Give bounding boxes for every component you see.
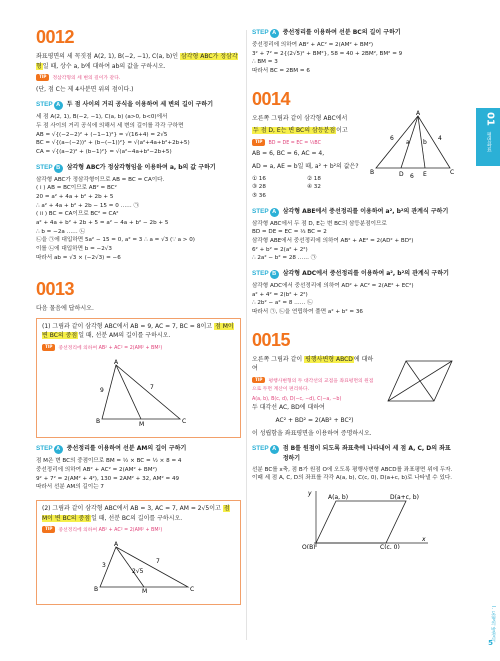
step-title: 삼각형 ADC에서 중선정리를 이용하여 a², b²의 관계식 구하기 [282,269,449,277]
solution-line: 20 = a² + 4a + b² + 2b + 5 [36,194,114,201]
svg-text:4: 4 [438,134,442,142]
solution-line: 점 M은 변 BC의 중점이므로 BM = ½ × BC = ½ × 8 = 4 [36,458,182,465]
solution-line: 삼각형 ABE에서 중선정리에 의하여 AB² + AE² = 2(AD² + BD²) [252,237,414,244]
solution-line: 6² + b² = 2(a² + 2²) [252,246,308,253]
problem-number: 0014 [252,88,291,109]
subproblem-2 [36,500,241,605]
solution-line: a² + 4a + b² + 2b + 5 = a² − 4a + b² − 2b + 5 [36,220,169,226]
vertex-label-m: M [142,587,148,593]
step-title: 삼각형 ABC가 정삼각형임을 이용하여 a, b의 값 구하기 [66,163,216,171]
solution-line: 삼각형 ABC에서 두 점 D, E는 변 BC의 삼등분점이므로 [252,220,387,227]
tip: TIP 정삼각형의 세 변의 길이가 같다. [36,74,241,83]
chapter-number: 01 [484,112,496,126]
step-a: STEP A 삼각형 ABE에서 중선정리를 이용하여 a², b²의 관계식 구하기 [252,207,449,215]
solution-line: ( ii ) BC = CA이므로 BC² = CA² [36,211,119,218]
side-label: 9 [100,386,104,394]
solution-line: ∴ BM = 3 [252,59,278,66]
formula: AC² + BD² = 2(AB² + BC²) [275,417,354,425]
svg-text:x: x [422,536,426,544]
svg-text:y: y [308,490,312,498]
highlight: 두 점 D, E는 변 BC의 삼등분점 [253,127,336,135]
solution-line: BD = DE = EC = ⅓ BC = 2 [252,229,327,236]
svg-text:b: b [423,138,427,146]
vertex-label-b: B [94,585,99,593]
side-label: 3 [102,561,106,569]
subproblem-1 [36,318,241,439]
step-a: STEP A 두 점 사이의 거리 공식을 이용하여 세 변의 길이 구하기 [36,101,214,109]
solution-line: 삼각형 ABC가 정삼각형이므로 AB = BC = CA이다. [36,176,165,183]
side-label: 2√5 [132,567,144,575]
step-title: 중선정리를 이용하여 선분 AM의 길이 구하기 [66,445,187,453]
problem-number: 0015 [252,329,291,350]
column-divider [246,30,247,640]
problem-0013-continued [252,28,457,76]
svg-text:A: A [416,109,421,117]
vertex-label-m: M [139,420,145,427]
choice-1[interactable]: ① 16 [252,175,266,182]
vertex-label-a: A [114,540,119,548]
problem-text: (1) 그림과 같이 삼각형 ABC에서 AB = 9, AC = 7, BC = 8이고 점 M이 변 BC의 중점일 때, 선분 AM의 길이를 구하시오. [42,322,234,340]
svg-text:a: a [406,138,410,146]
problem-number: 0013 [36,279,75,300]
svg-text:6: 6 [410,172,414,180]
highlight: 삼각형 ABC가 정삼각형 [36,53,238,70]
choice-4[interactable]: ④ 32 [307,184,321,191]
solution-line: 중선정리에 의하여 AB² + AC² = 2(AM² + BM²) [36,467,158,474]
step-a: STEP A 중선정리를 이용하여 선분 BC의 길이 구하기 [252,29,401,36]
solution-line: 따라서 선분 AM의 길이는 7 [36,484,104,491]
solution-line: 두 점 사이의 거리 공식에 의해서 세 변의 길이를 각각 구하면 [36,123,184,130]
problem-text: 오른쪽 그림과 같이 평행사변형 ABCD에 대하여 [252,355,374,373]
solution-line: 세 점 A(2, 1), B(−2, −1), C(a, b) (a>0, b<0)에서 [36,114,168,121]
solution-line: 중선정리에 의하여 AB² + AC² = 2(AM² + BM²) [252,42,374,48]
highlight: 점 M이 변 BC의 중점 [42,505,230,522]
problem-0015: 0015 오른쪽 그림과 같이 평행사변형 ABCD에 대하여 TIP 평행사변형의 두 대각선의 교점을 좌표평면의 원점으로 두면 계산이 편리하다. A(a, b), B(c, d), D(−c, −d), C(−a, −b) 두 대각선 AC, BD에 대하여 AC² + BD² = 2(AB² + BC²) 이 성립함을 좌표평면을 이용하여 증명하시오. STEP A 점 B를 원점이 되도록 좌표축에 나타내어 세 점 A, C, D의 좌표 정하기 선분 BC를 x축, 점 B가 원점 O에 오도록 평행사변형 ABCD를 좌표평면 위에 두자. 이때 세 점 A, C, D의 좌표를 각각 A(a, b), C(c, 0), D(a+c, b)로 나타낼 수 있다. A(a, b) D(a+c, b) O(B) C(c, 0) x y [252,331,457,553]
problem-intro: 다음 물음에 답하시오. [36,305,94,313]
step-a: STEP A 중선정리를 이용하여 선분 AM의 길이 구하기 [36,445,187,453]
chapter-label: 평면좌표 [485,132,492,152]
side-label: 7 [156,557,160,565]
svg-text:O(B): O(B) [302,544,316,550]
highlight: 평행사변형 ABCD [305,355,353,363]
chapter-tab[interactable] [476,108,500,166]
problem-0013 [36,280,241,604]
tip: TIP BD = DE = EC = ⅓BC [252,139,372,148]
right-column [252,28,457,553]
parallelogram-figure [384,355,456,407]
vertex-label-c: C [190,585,195,593]
problem-text: 좌표평면의 세 꼭짓점 A(2, 1), B(−2, −1), C(a, b)인 삼각형 ABC가 정삼각형일 때, 상수 a, b에 대하여 ab의 값을 구하시오. [36,53,238,70]
tip-coordinates: A(a, b), B(c, d), D(−c, −d), C(−a, −b) [252,397,342,403]
section-mark: I. 도형의 방정식 [490,606,496,643]
solution-line: 이를 ㉡에 대입하면 b = −2√3 [36,245,112,252]
step-b: STEP B 삼각형 ADC에서 중선정리를 이용하여 a², b²의 관계식 구하기 [252,269,449,277]
solution-line: CA = √{(a−2)² + (b−1)²} = √(a²−4a+b²−2b+5) [36,149,172,156]
vertex-label-c: C [182,417,187,425]
svg-text:D: D [399,170,404,178]
choice-3[interactable]: ③ 28 [252,184,266,191]
problem-0012 [36,28,241,262]
given: AB = 6, BC = 6, AC = 4, [252,150,325,158]
solution-line: 9² + 7² = 2(AM² + 4²), 130 = 2AM² + 32, AM² = 49 [36,475,180,482]
svg-text:6: 6 [390,134,394,142]
svg-text:C: C [450,168,455,176]
step-b: STEP B 삼각형 ABC가 정삼각형임을 이용하여 a, b의 값 구하기 [36,163,216,171]
solution-line: 따라서 BC = 2BM = 6 [252,67,310,74]
svg-text:B: B [370,168,375,176]
problem-number: 0012 [36,27,75,47]
tip: TIP 중선정리에 의하여 AB² + AC² = 2(AM² + BM²) [42,526,235,535]
svg-text:D(a+c, b): D(a+c, b) [390,494,419,502]
condition: (단, 점 C는 제 4사분면 위의 점이다.) [36,85,134,93]
solution-line: BC = √{(a−(−2))² + (b−(−1))²} = √(a²+4a+b²+2b+5) [36,140,190,147]
given: AD = a, AE = b일 때, a² + b²의 값은? [252,163,359,171]
triangle-figure-1 [42,359,237,427]
tip: TIP 중선정리에 의하여 AB² + AC² = 2(AM² + BM²) [42,344,235,353]
tip: TIP 평행사변형의 두 대각선의 교점을 좌표평면의 원점으로 두면 계산이 편리하다. [252,376,374,393]
svg-text:C(c, 0): C(c, 0) [380,544,400,550]
solution-line: 3² + 7² = 2{(2√5)² + BM²}, 58 = 40 + 2BM², BM² = 9 [252,50,403,57]
choice-5[interactable]: ⑤ 36 [252,192,266,199]
step-title: 점 B를 원점이 되도록 좌표축에 나타내어 세 점 A, C, D의 좌표 정하기 [282,445,451,462]
solution-line: ∴ 2b² − a² = 8 …… ㉡ [252,300,313,307]
solution-line: 선분 BC를 x축, 점 B가 원점 O에 오도록 평행사변형 ABCD를 좌표평면 위에 두자. [252,466,453,473]
highlight: 점 M이 변 BC의 중점 [42,322,234,340]
step-title: 삼각형 ABE에서 중선정리를 이용하여 a², b²의 관계식 구하기 [282,207,449,215]
solution-line: 따라서 ㉠, ㉡을 연립하여 풀면 a² + b² = 36 [252,308,363,315]
solution-line: ∴ a² + 4a + b² + 2b − 15 = 0 …… ㉠ [36,202,140,209]
problem-text: (2) 그림과 같이 삼각형 ABC에서 AB = 3, AC = 7, AM = 2√5이고 점 M이 변 BC의 중점일 때, 선분 BC의 길이를 구하시오. [42,505,230,522]
triangle-figure-2 [42,541,237,593]
svg-text:E: E [423,170,427,178]
problem-text: 오른쪽 그림과 같이 삼각형 ABC에서 [252,114,348,122]
page-number: 5 [488,639,493,648]
choices [252,175,362,201]
vertex-label-b: B [96,417,101,425]
solution-line: 삼각형 ADC에서 중선정리에 의하여 AD² + AC² = 2(AE² + EC²) [252,282,414,289]
problem-0014: 0014 오른쪽 그림과 같이 삼각형 ABC에서 두 점 D, E는 변 BC의 삼등분점이고 TIP BD = DE = EC = ⅓BC AB = 6, BC = 6, AC = 4, AD = a, AE = b일 때, a² + b²의 값은? ① 16 ② 18 ③ 28 ④ 32 ⑤ 36 A B D E C 6 4 6 a b STEP A 삼각형 ABE에서 중선정리를 이용하여 a², b²의 관계식 구하기 삼각형 ABC에서 두 점 D, E는 변 BC의 삼등분점이므로 BD = DE = EC = ⅓ BC = 2 삼각형 ABE에서 중선정리에 의하여 AB² + AE² = 2(AD² + BD²) 6² + b² = 2(a² + 2²) ∴ 2a² − b² = 28 …… ㉠ STEP B 삼각형 ADC에서 중선정리를 이용하여 a², b²의 관계식 구하기 삼각형 ADC에서 중선정리에 의하여 AD² + AC² = 2(AE² + EC²) a² + 4² = 2(b² + 2²) ∴ 2b² − a² = 8 …… ㉡ 따라서 ㉠, ㉡을 연립하여 풀면 a² + b² = 36 [252,90,457,317]
solution-line: 이때 세 점 A, C, D의 좌표를 각각 A(a, b), C(c, 0), D(a+c, b)로 나타낼 수 있다. [252,475,453,482]
solution-line: ㉡을 ㉠에 대입하면 5a² − 15 = 0, a² = 3 ∴ a = √3 (∵ a > 0) [36,237,195,244]
left-column [36,28,241,605]
coordinate-figure [302,487,432,549]
solution-line: a² + 4² = 2(b² + 2²) [252,291,308,298]
solution-line: ( i ) AB = BC이므로 AB² = BC² [36,185,117,192]
solution-line: ∴ b = −2a …… ㉡ [36,228,86,235]
solution-line: 따라서 ab = √3 × (−2√3) = −6 [36,254,121,261]
vertex-label-a: A [114,358,119,366]
solution-line: ∴ 2a² − b² = 28 …… ㉠ [252,255,317,262]
step-title: 두 점 사이의 거리 공식을 이용하여 세 변의 길이 구하기 [66,101,214,109]
step-a: STEP A 점 B를 원점이 되도록 좌표축에 나타내어 세 점 A, C, D의 좌표 정하기 [252,444,457,463]
triangle-trisect-figure [370,110,456,180]
choice-2[interactable]: ② 18 [307,175,321,182]
solution-line: AB = √{(−2−2)² + (−1−1)²} = √(16+4) = 2√5 [36,131,168,138]
side-label: 7 [150,383,154,391]
step-title: 중선정리를 이용하여 선분 BC의 길이 구하기 [282,29,401,36]
svg-text:A(a, b): A(a, b) [328,494,349,502]
